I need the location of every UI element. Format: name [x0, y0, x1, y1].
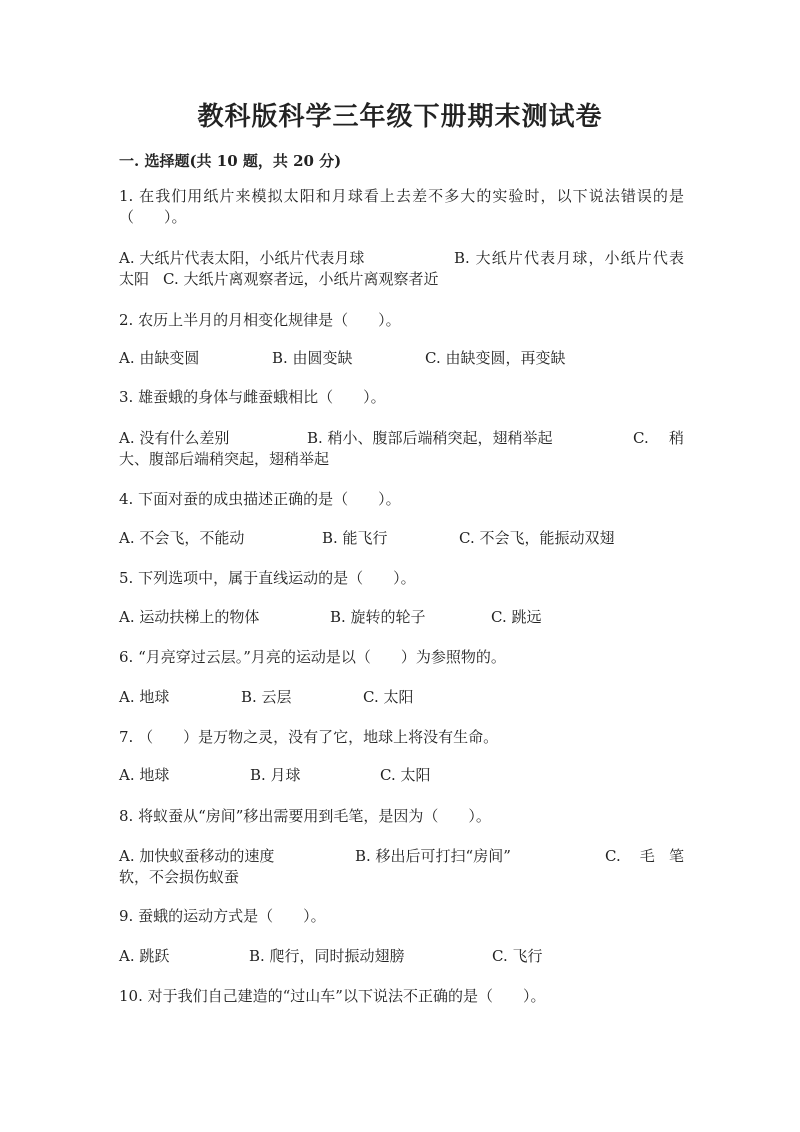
- q1-option-a[interactable]: A. 大纸片代表太阳，小纸片代表月球: [119, 249, 365, 267]
- q8-option-a[interactable]: A. 加快蚁蚕移动的速度: [119, 847, 275, 865]
- question-5-stem: 5. 下列选项中，属于直线运动的是（ ）。: [119, 569, 416, 587]
- q3-option-c[interactable]: C. 稍大、腹部后端稍突起，翅稍举起: [119, 429, 684, 468]
- question-9-stem: 9. 蚕蛾的运动方式是（ ）。: [119, 907, 326, 925]
- q4-option-c[interactable]: C. 不会飞，能振动双翅: [459, 529, 615, 547]
- q7-option-b[interactable]: B. 月球: [250, 766, 301, 784]
- q3-option-a[interactable]: A. 没有什么差别: [119, 429, 230, 447]
- q5-option-b[interactable]: B. 旋转的轮子: [330, 608, 426, 626]
- q2-option-b[interactable]: B. 由圆变缺: [272, 349, 353, 367]
- q6-option-b[interactable]: B. 云层: [241, 688, 292, 706]
- question-2-stem: 2. 农历上半月的月相变化规律是（ ）。: [119, 311, 401, 329]
- question-1-stem: 1. 在我们用纸片来模拟太阳和月球看上去差不多大的实验时，以下说法错误的是（ ）。: [119, 187, 684, 226]
- q4-option-a[interactable]: A. 不会飞，不能动: [119, 529, 245, 547]
- q9-option-a[interactable]: A. 跳跃: [119, 947, 170, 965]
- q1-option-b[interactable]: B. 大纸片代表月球，小纸片代表太阳: [119, 249, 684, 288]
- q3-option-b[interactable]: B. 稍小、腹部后端稍突起，翅稍举起: [307, 429, 553, 447]
- question-4-stem: 4. 下面对蚕的成虫描述正确的是（ ）。: [119, 490, 401, 508]
- question-1-options: [119, 248, 684, 290]
- q2-option-c[interactable]: C. 由缺变圆，再变缺: [425, 349, 566, 367]
- q9-option-b[interactable]: B. 爬行，同时振动翅膀: [249, 947, 405, 965]
- question-8-options: [119, 846, 684, 888]
- question-10-stem: 10. 对于我们自己建造的“过山车”以下说法不正确的是（ ）。: [119, 987, 546, 1005]
- q6-option-a[interactable]: A. 地球: [119, 688, 170, 706]
- question-7-stem: 7. （ ）是万物之灵，没有了它，地球上将没有生命。: [119, 728, 499, 746]
- question-3-options: [119, 428, 684, 470]
- q4-option-b[interactable]: B. 能飞行: [322, 529, 388, 547]
- q5-option-a[interactable]: A. 运动扶梯上的物体: [119, 608, 260, 626]
- question-8-stem: 8. 将蚁蚕从“房间”移出需要用到毛笔，是因为（ ）。: [119, 807, 491, 825]
- q7-option-a[interactable]: A. 地球: [119, 766, 170, 784]
- section-heading: 一. 选择题(共 10 题，共 20 分): [119, 152, 342, 170]
- q8-option-b[interactable]: B. 移出后可打扫“房间”: [355, 847, 511, 865]
- q7-option-c[interactable]: C. 太阳: [380, 766, 431, 784]
- q5-option-c[interactable]: C. 跳远: [491, 608, 542, 626]
- q6-option-c[interactable]: C. 太阳: [363, 688, 414, 706]
- q9-option-c[interactable]: C. 飞行: [492, 947, 543, 965]
- q1-option-c[interactable]: C. 大纸片离观察者远，小纸片离观察者近: [163, 270, 439, 288]
- page-title: 教科版科学三年级下册期末测试卷: [197, 102, 603, 132]
- q8-option-c[interactable]: C. 毛笔软，不会损伤蚁蚕: [119, 847, 684, 886]
- question-3-stem: 3. 雄蚕蛾的身体与雌蚕蛾相比（ ）。: [119, 388, 386, 406]
- q2-option-a[interactable]: A. 由缺变圆: [119, 349, 200, 367]
- question-6-stem: 6. “月亮穿过云层。”月亮的运动是以（ ）为参照物的。: [119, 648, 506, 666]
